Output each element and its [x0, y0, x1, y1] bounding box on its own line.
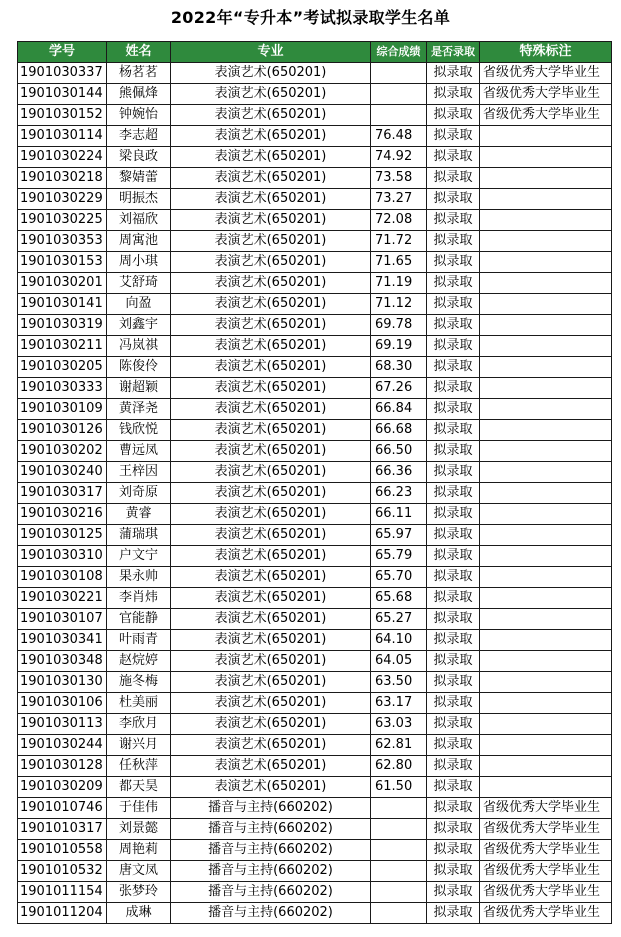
cell-score	[371, 63, 427, 84]
cell-admission-status: 拟录取	[427, 798, 480, 819]
cell-student-name: 刘鑫宇	[107, 315, 171, 336]
cell-score: 63.03	[371, 714, 427, 735]
cell-student-name: 王梓因	[107, 462, 171, 483]
cell-major: 表演艺术(650201)	[171, 336, 371, 357]
cell-score	[371, 105, 427, 126]
cell-score: 73.58	[371, 168, 427, 189]
cell-admission-status: 拟录取	[427, 336, 480, 357]
table-row	[18, 483, 612, 504]
cell-admission-status: 拟录取	[427, 420, 480, 441]
cell-score: 72.08	[371, 210, 427, 231]
cell-score: 66.84	[371, 399, 427, 420]
cell-special-note	[480, 525, 612, 546]
table-row	[18, 525, 612, 546]
cell-special-note	[480, 462, 612, 483]
cell-admission-status: 拟录取	[427, 462, 480, 483]
cell-major: 表演艺术(650201)	[171, 651, 371, 672]
cell-score	[371, 798, 427, 819]
cell-score: 62.81	[371, 735, 427, 756]
cell-admission-status: 拟录取	[427, 882, 480, 903]
table-row	[18, 231, 612, 252]
cell-special-note: 省级优秀大学毕业生	[480, 819, 612, 840]
cell-score: 66.50	[371, 441, 427, 462]
cell-admission-status: 拟录取	[427, 693, 480, 714]
cell-student-id: 1901030108	[18, 567, 107, 588]
cell-student-id: 1901030126	[18, 420, 107, 441]
cell-student-name: 黄睿	[107, 504, 171, 525]
cell-admission-status: 拟录取	[427, 525, 480, 546]
cell-score: 73.27	[371, 189, 427, 210]
cell-major: 表演艺术(650201)	[171, 84, 371, 105]
header-name: 姓名	[107, 42, 171, 63]
cell-student-id: 1901030130	[18, 672, 107, 693]
cell-student-name: 陈俊伶	[107, 357, 171, 378]
header-admitted: 是否录取	[427, 42, 480, 63]
cell-student-id: 1901030319	[18, 315, 107, 336]
cell-student-name: 果永帅	[107, 567, 171, 588]
cell-major: 表演艺术(650201)	[171, 378, 371, 399]
cell-special-note	[480, 147, 612, 168]
cell-score: 67.26	[371, 378, 427, 399]
cell-student-name: 周寓池	[107, 231, 171, 252]
cell-major: 播音与主持(660202)	[171, 882, 371, 903]
cell-special-note	[480, 714, 612, 735]
cell-student-id: 1901011154	[18, 882, 107, 903]
cell-special-note	[480, 609, 612, 630]
cell-major: 表演艺术(650201)	[171, 315, 371, 336]
cell-admission-status: 拟录取	[427, 168, 480, 189]
cell-student-name: 赵烷婷	[107, 651, 171, 672]
cell-major: 播音与主持(660202)	[171, 819, 371, 840]
cell-student-id: 1901030341	[18, 630, 107, 651]
cell-student-name: 周小琪	[107, 252, 171, 273]
cell-student-id: 1901030337	[18, 63, 107, 84]
cell-student-id: 1901030125	[18, 525, 107, 546]
cell-student-id: 1901030348	[18, 651, 107, 672]
cell-student-name: 黎婧蕾	[107, 168, 171, 189]
cell-major: 播音与主持(660202)	[171, 903, 371, 924]
table-row	[18, 462, 612, 483]
cell-major: 表演艺术(650201)	[171, 252, 371, 273]
cell-student-id: 1901010532	[18, 861, 107, 882]
cell-student-id: 1901030229	[18, 189, 107, 210]
cell-student-id: 1901030107	[18, 609, 107, 630]
cell-admission-status: 拟录取	[427, 126, 480, 147]
cell-major: 表演艺术(650201)	[171, 483, 371, 504]
cell-student-name: 杨茗茗	[107, 63, 171, 84]
cell-student-id: 1901030209	[18, 777, 107, 798]
cell-score	[371, 882, 427, 903]
header-major: 专业	[171, 42, 371, 63]
page-title: 2022年“专升本”考试拟录取学生名单	[170, 8, 451, 27]
cell-score: 76.48	[371, 126, 427, 147]
table-row	[18, 84, 612, 105]
cell-admission-status: 拟录取	[427, 819, 480, 840]
cell-admission-status: 拟录取	[427, 756, 480, 777]
cell-admission-status: 拟录取	[427, 294, 480, 315]
table-row	[18, 441, 612, 462]
cell-special-note	[480, 399, 612, 420]
cell-student-name: 蒲瑞琪	[107, 525, 171, 546]
cell-score: 65.27	[371, 609, 427, 630]
cell-student-name: 刘奇原	[107, 483, 171, 504]
cell-student-id: 1901030152	[18, 105, 107, 126]
header-score: 综合成绩	[371, 42, 427, 63]
table-row	[18, 714, 612, 735]
cell-student-id: 1901030144	[18, 84, 107, 105]
cell-admission-status: 拟录取	[427, 609, 480, 630]
cell-student-name: 冯岚祺	[107, 336, 171, 357]
table-row	[18, 504, 612, 525]
cell-special-note	[480, 189, 612, 210]
table-row	[18, 126, 612, 147]
cell-major: 表演艺术(650201)	[171, 609, 371, 630]
cell-special-note	[480, 420, 612, 441]
cell-major: 表演艺术(650201)	[171, 399, 371, 420]
cell-student-name: 熊佩烽	[107, 84, 171, 105]
cell-admission-status: 拟录取	[427, 378, 480, 399]
table-row	[18, 378, 612, 399]
cell-student-name: 任秋萍	[107, 756, 171, 777]
table-row	[18, 777, 612, 798]
table-row	[18, 210, 612, 231]
cell-major: 表演艺术(650201)	[171, 546, 371, 567]
cell-student-id: 1901030106	[18, 693, 107, 714]
table-row	[18, 168, 612, 189]
cell-score: 65.68	[371, 588, 427, 609]
cell-major: 表演艺术(650201)	[171, 630, 371, 651]
cell-student-name: 李欣月	[107, 714, 171, 735]
cell-student-name: 成琳	[107, 903, 171, 924]
cell-admission-status: 拟录取	[427, 861, 480, 882]
cell-student-name: 杜美丽	[107, 693, 171, 714]
table-row	[18, 357, 612, 378]
cell-special-note	[480, 777, 612, 798]
cell-major: 表演艺术(650201)	[171, 357, 371, 378]
cell-special-note	[480, 546, 612, 567]
cell-special-note	[480, 273, 612, 294]
cell-student-name: 钟婉怡	[107, 105, 171, 126]
cell-score: 71.72	[371, 231, 427, 252]
cell-special-note	[480, 588, 612, 609]
cell-special-note	[480, 210, 612, 231]
cell-special-note	[480, 378, 612, 399]
table-row	[18, 105, 612, 126]
table-row	[18, 630, 612, 651]
cell-score	[371, 840, 427, 861]
cell-major: 表演艺术(650201)	[171, 210, 371, 231]
cell-major: 表演艺术(650201)	[171, 567, 371, 588]
cell-score: 69.19	[371, 336, 427, 357]
cell-major: 表演艺术(650201)	[171, 756, 371, 777]
table-row	[18, 147, 612, 168]
cell-student-id: 1901030240	[18, 462, 107, 483]
cell-admission-status: 拟录取	[427, 315, 480, 336]
table-row	[18, 672, 612, 693]
table-body	[18, 63, 612, 924]
table-row	[18, 756, 612, 777]
cell-admission-status: 拟录取	[427, 588, 480, 609]
cell-admission-status: 拟录取	[427, 84, 480, 105]
cell-student-id: 1901030202	[18, 441, 107, 462]
header-note: 特殊标注	[480, 42, 612, 63]
cell-student-id: 1901030141	[18, 294, 107, 315]
cell-score: 63.17	[371, 693, 427, 714]
cell-score: 74.92	[371, 147, 427, 168]
cell-student-id: 1901030333	[18, 378, 107, 399]
cell-score: 69.78	[371, 315, 427, 336]
cell-special-note	[480, 357, 612, 378]
cell-special-note	[480, 294, 612, 315]
cell-special-note: 省级优秀大学毕业生	[480, 882, 612, 903]
cell-major: 表演艺术(650201)	[171, 462, 371, 483]
cell-special-note: 省级优秀大学毕业生	[480, 63, 612, 84]
cell-student-name: 户文宁	[107, 546, 171, 567]
cell-admission-status: 拟录取	[427, 189, 480, 210]
cell-special-note	[480, 252, 612, 273]
cell-special-note	[480, 756, 612, 777]
cell-major: 表演艺术(650201)	[171, 273, 371, 294]
cell-student-name: 刘福欣	[107, 210, 171, 231]
cell-special-note	[480, 693, 612, 714]
cell-major: 表演艺术(650201)	[171, 168, 371, 189]
cell-major: 表演艺术(650201)	[171, 504, 371, 525]
cell-score: 66.11	[371, 504, 427, 525]
cell-major: 表演艺术(650201)	[171, 294, 371, 315]
table-row	[18, 588, 612, 609]
cell-special-note	[480, 735, 612, 756]
cell-special-note	[480, 336, 612, 357]
cell-score: 62.80	[371, 756, 427, 777]
cell-student-name: 张梦玲	[107, 882, 171, 903]
cell-major: 表演艺术(650201)	[171, 231, 371, 252]
cell-student-name: 周艳莉	[107, 840, 171, 861]
cell-score: 71.65	[371, 252, 427, 273]
cell-admission-status: 拟录取	[427, 273, 480, 294]
cell-admission-status: 拟录取	[427, 105, 480, 126]
cell-major: 表演艺术(650201)	[171, 63, 371, 84]
cell-admission-status: 拟录取	[427, 840, 480, 861]
cell-special-note	[480, 567, 612, 588]
table-row	[18, 651, 612, 672]
cell-student-name: 官能静	[107, 609, 171, 630]
table-row	[18, 189, 612, 210]
cell-score: 64.05	[371, 651, 427, 672]
cell-student-id: 1901030205	[18, 357, 107, 378]
table-row	[18, 735, 612, 756]
cell-student-name: 明振杰	[107, 189, 171, 210]
cell-admission-status: 拟录取	[427, 651, 480, 672]
cell-score	[371, 903, 427, 924]
table-header-row	[18, 42, 612, 63]
table-row	[18, 609, 612, 630]
cell-special-note	[480, 231, 612, 252]
table-row	[18, 420, 612, 441]
cell-student-name: 艾舒琦	[107, 273, 171, 294]
table-row	[18, 252, 612, 273]
table-row	[18, 567, 612, 588]
cell-admission-status: 拟录取	[427, 735, 480, 756]
cell-special-note	[480, 504, 612, 525]
cell-admission-status: 拟录取	[427, 546, 480, 567]
cell-score: 68.30	[371, 357, 427, 378]
cell-special-note: 省级优秀大学毕业生	[480, 861, 612, 882]
cell-student-id: 1901010746	[18, 798, 107, 819]
table-row	[18, 840, 612, 861]
cell-major: 播音与主持(660202)	[171, 798, 371, 819]
cell-student-name: 钱欣悦	[107, 420, 171, 441]
cell-student-id: 1901030114	[18, 126, 107, 147]
admission-table	[17, 41, 612, 924]
cell-student-name: 黄泽尧	[107, 399, 171, 420]
cell-major: 表演艺术(650201)	[171, 126, 371, 147]
cell-student-id: 1901030224	[18, 147, 107, 168]
cell-student-id: 1901010558	[18, 840, 107, 861]
cell-student-id: 1901030353	[18, 231, 107, 252]
cell-major: 表演艺术(650201)	[171, 105, 371, 126]
cell-major: 表演艺术(650201)	[171, 588, 371, 609]
table-row	[18, 693, 612, 714]
cell-student-id: 1901030310	[18, 546, 107, 567]
cell-admission-status: 拟录取	[427, 210, 480, 231]
cell-score	[371, 84, 427, 105]
cell-score: 65.79	[371, 546, 427, 567]
table-row	[18, 798, 612, 819]
table-row	[18, 903, 612, 924]
cell-admission-status: 拟录取	[427, 63, 480, 84]
table-row	[18, 819, 612, 840]
cell-student-id: 1901030317	[18, 483, 107, 504]
cell-special-note: 省级优秀大学毕业生	[480, 840, 612, 861]
cell-student-name: 李肖炜	[107, 588, 171, 609]
cell-major: 表演艺术(650201)	[171, 147, 371, 168]
cell-student-name: 李志超	[107, 126, 171, 147]
cell-special-note	[480, 126, 612, 147]
table-row	[18, 399, 612, 420]
table-row	[18, 273, 612, 294]
cell-major: 表演艺术(650201)	[171, 735, 371, 756]
table-row	[18, 315, 612, 336]
cell-student-id: 1901030201	[18, 273, 107, 294]
cell-score: 71.19	[371, 273, 427, 294]
cell-student-id: 1901030221	[18, 588, 107, 609]
cell-major: 表演艺术(650201)	[171, 189, 371, 210]
cell-score	[371, 819, 427, 840]
cell-special-note	[480, 168, 612, 189]
cell-score: 63.50	[371, 672, 427, 693]
cell-special-note	[480, 651, 612, 672]
cell-major: 播音与主持(660202)	[171, 861, 371, 882]
cell-student-name: 施冬梅	[107, 672, 171, 693]
table-row	[18, 546, 612, 567]
cell-student-id: 1901010317	[18, 819, 107, 840]
cell-major: 表演艺术(650201)	[171, 420, 371, 441]
cell-student-id: 1901030109	[18, 399, 107, 420]
table-row	[18, 294, 612, 315]
cell-major: 表演艺术(650201)	[171, 693, 371, 714]
cell-student-name: 唐文凤	[107, 861, 171, 882]
cell-score	[371, 861, 427, 882]
cell-admission-status: 拟录取	[427, 672, 480, 693]
cell-student-name: 谢超颖	[107, 378, 171, 399]
cell-student-name: 叶雨青	[107, 630, 171, 651]
cell-student-name: 刘景懿	[107, 819, 171, 840]
cell-admission-status: 拟录取	[427, 630, 480, 651]
cell-major: 表演艺术(650201)	[171, 777, 371, 798]
cell-admission-status: 拟录取	[427, 441, 480, 462]
cell-score: 64.10	[371, 630, 427, 651]
cell-score: 71.12	[371, 294, 427, 315]
table-row	[18, 63, 612, 84]
cell-student-id: 1901030128	[18, 756, 107, 777]
cell-admission-status: 拟录取	[427, 357, 480, 378]
cell-student-name: 谢兴月	[107, 735, 171, 756]
cell-student-name: 曹远凤	[107, 441, 171, 462]
cell-score: 66.23	[371, 483, 427, 504]
cell-special-note	[480, 483, 612, 504]
cell-student-name: 都天昊	[107, 777, 171, 798]
cell-special-note: 省级优秀大学毕业生	[480, 798, 612, 819]
cell-major: 表演艺术(650201)	[171, 441, 371, 462]
cell-admission-status: 拟录取	[427, 777, 480, 798]
cell-admission-status: 拟录取	[427, 567, 480, 588]
cell-admission-status: 拟录取	[427, 714, 480, 735]
cell-admission-status: 拟录取	[427, 252, 480, 273]
cell-major: 表演艺术(650201)	[171, 525, 371, 546]
cell-student-id: 1901011204	[18, 903, 107, 924]
table-row	[18, 336, 612, 357]
cell-score: 66.68	[371, 420, 427, 441]
cell-score: 66.36	[371, 462, 427, 483]
cell-special-note	[480, 630, 612, 651]
cell-student-name: 于佳伟	[107, 798, 171, 819]
cell-special-note: 省级优秀大学毕业生	[480, 903, 612, 924]
cell-student-id: 1901030211	[18, 336, 107, 357]
table-row	[18, 861, 612, 882]
cell-score: 65.70	[371, 567, 427, 588]
cell-score: 65.97	[371, 525, 427, 546]
cell-student-id: 1901030113	[18, 714, 107, 735]
cell-admission-status: 拟录取	[427, 399, 480, 420]
cell-admission-status: 拟录取	[427, 504, 480, 525]
cell-student-id: 1901030244	[18, 735, 107, 756]
cell-admission-status: 拟录取	[427, 483, 480, 504]
cell-major: 表演艺术(650201)	[171, 672, 371, 693]
cell-student-name: 梁良政	[107, 147, 171, 168]
cell-special-note	[480, 315, 612, 336]
cell-admission-status: 拟录取	[427, 147, 480, 168]
cell-admission-status: 拟录取	[427, 903, 480, 924]
cell-student-id: 1901030225	[18, 210, 107, 231]
cell-major: 播音与主持(660202)	[171, 840, 371, 861]
cell-score: 61.50	[371, 777, 427, 798]
cell-admission-status: 拟录取	[427, 231, 480, 252]
header-id: 学号	[18, 42, 107, 63]
cell-student-name: 向盈	[107, 294, 171, 315]
cell-major: 表演艺术(650201)	[171, 714, 371, 735]
cell-student-id: 1901030153	[18, 252, 107, 273]
cell-special-note	[480, 441, 612, 462]
cell-special-note	[480, 672, 612, 693]
cell-special-note: 省级优秀大学毕业生	[480, 105, 612, 126]
cell-special-note: 省级优秀大学毕业生	[480, 84, 612, 105]
cell-student-id: 1901030218	[18, 168, 107, 189]
table-row	[18, 882, 612, 903]
cell-student-id: 1901030216	[18, 504, 107, 525]
